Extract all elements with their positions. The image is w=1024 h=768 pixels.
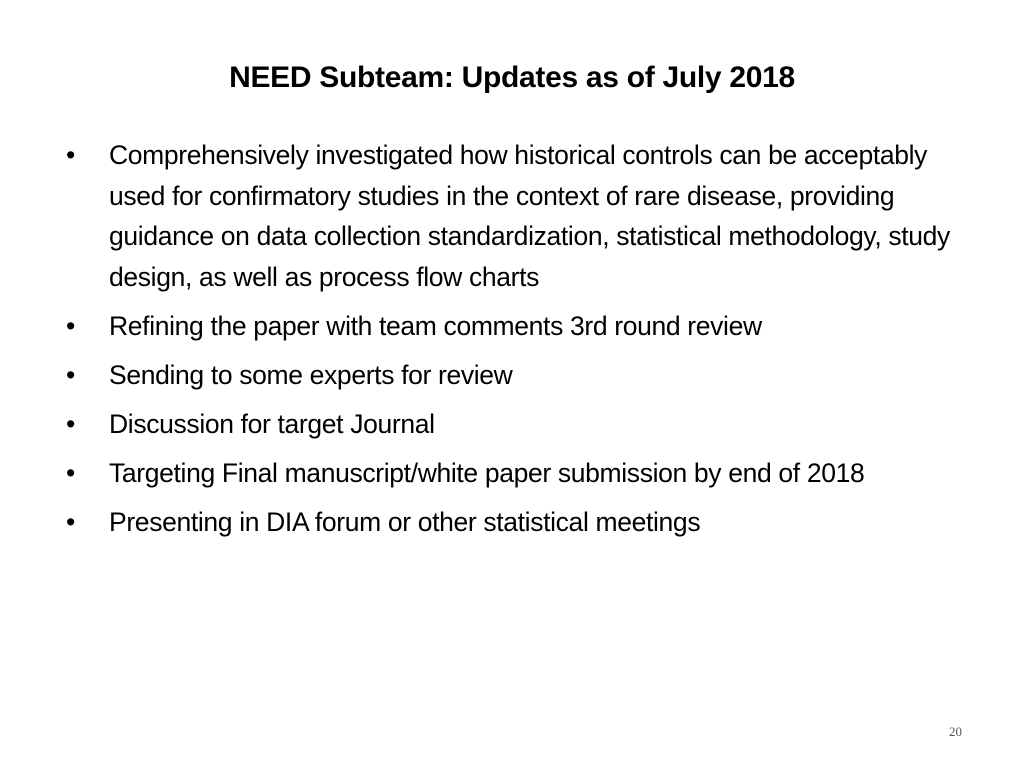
bullet-dot-icon: • [66, 408, 75, 439]
bullet-dot-icon: • [66, 359, 75, 390]
bullet-text: Presenting in DIA forum or other statistical meetings [109, 506, 701, 537]
bullet-item [66, 135, 986, 297]
bullet-text: Comprehensively investigated how historical controls can be acceptably used for confirmatory studies in the context of rare disease, providing guidance on data collection standardization, statistical methodology, study design, as well as process flow charts [109, 140, 950, 292]
bullet-dot-icon: • [66, 140, 75, 170]
slide-title: NEED Subteam: Updates as of July 2018 [229, 61, 795, 94]
bullet-item [66, 306, 986, 347]
bullet-dot-icon: • [66, 457, 75, 488]
page-number: 20 [949, 724, 962, 739]
bullet-item [66, 355, 986, 396]
bullet-item [66, 502, 986, 543]
bullet-text: Discussion for target Journal [109, 408, 435, 439]
bullet-item [66, 404, 986, 445]
bullet-list [66, 135, 986, 551]
bullet-dot-icon: • [66, 506, 75, 537]
bullet-text: Sending to some experts for review [109, 359, 513, 390]
bullet-text: Targeting Final manuscript/white paper submission by end of 2018 [109, 457, 865, 488]
bullet-dot-icon: • [66, 310, 75, 341]
bullet-item [66, 453, 986, 494]
bullet-text: Refining the paper with team comments 3rd round review [109, 310, 762, 341]
